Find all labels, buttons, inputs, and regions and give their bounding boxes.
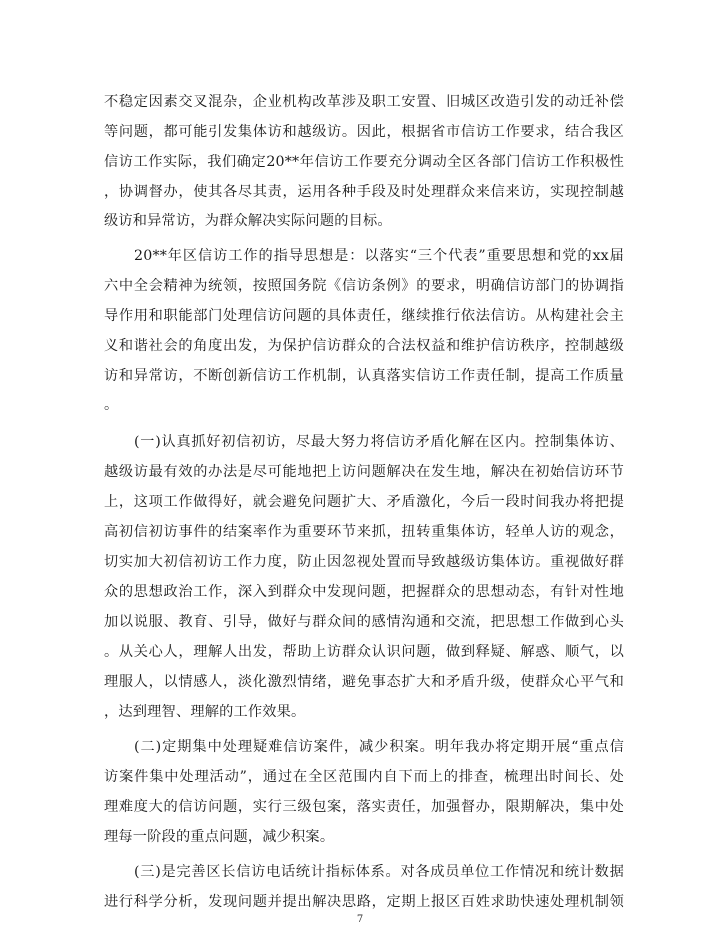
text-line: 众的思想政治工作，深入到群众中发现问题，把握群众的思想动态，有针对性地 xyxy=(104,584,624,600)
text-line: (三)是完善区长信访电话统计指标体系。对各成员单位工作情况和统计数据 xyxy=(134,864,624,880)
text-line: 六中全会精神为统领，按照国务院《信访条例》的要求，明确信访部门的协调指 xyxy=(104,278,624,294)
text-line: (二)定期集中处理疑难信访案件，减少积案。明年我办将定期开展“重点信 xyxy=(134,739,624,755)
text-line: 访案件集中处理活动”，通过在全区范围内自下而上的排查，梳理出时间长、处 xyxy=(104,769,624,785)
text-line: 义和谐社会的角度出发，为保护信访群众的合法权益和维护信访秩序，控制越级 xyxy=(104,338,624,354)
text-line: 级访和异常访，为群众解决实际问题的目标。 xyxy=(104,213,392,229)
text-line: (一)认真抓好初信初访，尽最大努力将信访矛盾化解在区内。控制集体访、 xyxy=(134,434,624,450)
text-line: 加以说服、教育、引导，做好与群众间的感情沟通和交流，把思想工作做到心头 xyxy=(104,614,624,630)
text-line: 等问题，都可能引发集体访和越级访。因此，根据省市信访工作要求，结合我区 xyxy=(104,124,624,140)
text-line: 高初信初访事件的结案率作为重要环节来抓，扭转重集体访，轻单人访的观念， xyxy=(104,524,624,540)
text-line: 20**年区信访工作的指导思想是：以落实“三个代表”重要思想和党的xx届 xyxy=(134,248,624,264)
text-line: ，协调督办，使其各尽其责，运用各种手段及时处理群众来信来访，实现控制越 xyxy=(104,184,624,200)
text-line: 信访工作实际，我们确定20**年信访工作要充分调动全区各部门信访工作积极性 xyxy=(104,154,624,170)
text-line: 理每一阶段的重点问题，减少积案。 xyxy=(104,829,335,845)
page-number: 7 xyxy=(356,914,364,925)
text-line: ，达到理智、理解的工作效果。 xyxy=(104,704,306,720)
text-line: 切实加大初信初访工作力度，防止因忽视处置而导致越级访集体访。重视做好群 xyxy=(104,554,624,570)
text-line: 访和异常访，不断创新信访工作机制，认真落实信访工作责任制，提高工作质量 xyxy=(104,368,624,384)
text-line: 理服人，以情感人，淡化激烈情绪，避免事态扩大和矛盾升级，使群众心平气和 xyxy=(104,674,624,690)
text-line: 。从关心人，理解人出发，帮助上访群众认识问题，做到释疑、解惑、顺气，以 xyxy=(104,644,624,660)
text-line: 不稳定因素交叉混杂，企业机构改革涉及职工安置、旧城区改造引发的动迁补偿 xyxy=(104,94,624,110)
text-line: 理难度大的信访问题，实行三级包案，落实责任，加强督办，限期解决，集中处 xyxy=(104,799,624,815)
text-line: 导作用和职能部门处理信访问题的具体责任，继续推行依法信访。从构建社会主 xyxy=(104,308,624,324)
text-line: 进行科学分析，发现问题并提出解决思路，定期上报区百姓求助快速处理机制领 xyxy=(104,894,624,910)
text-line: 越级访最有效的办法是尽可能地把上访问题解决在发生地，解决在初始信访环节 xyxy=(104,464,624,480)
text-line: 上，这项工作做得好，就会避免问题扩大、矛盾激化，今后一段时间我办将把提 xyxy=(104,494,624,510)
text-line: 。 xyxy=(104,397,119,413)
